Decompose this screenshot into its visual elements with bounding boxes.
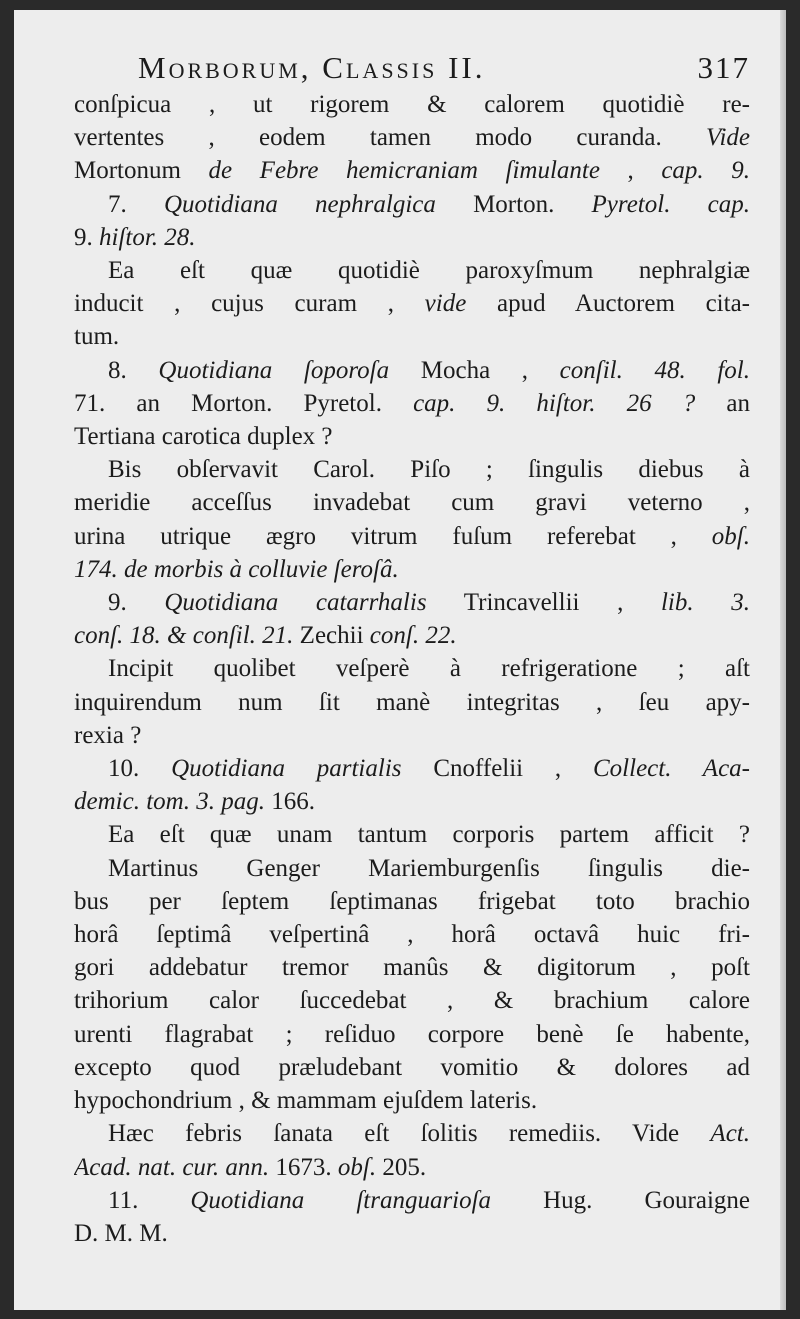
italic-text: Pyretol. cap. (591, 190, 750, 218)
roman-text: tum. (74, 323, 120, 351)
italic-text: Quotidiana ſtranguarioſa (190, 1186, 492, 1214)
text-line (74, 453, 750, 486)
roman-text: Zechii (293, 622, 370, 650)
text-line (74, 785, 750, 818)
roman-text: 71. an Morton. Pyretol. (74, 389, 414, 417)
roman-text: hypochondrium , & mammam ejuſdem lateris. (74, 1087, 538, 1115)
italic-text: obſ. (337, 1153, 377, 1181)
roman-text: vertentes , eodem tamen modo curanda. (74, 124, 707, 152)
roman-text: Cnoffelii , (401, 755, 593, 783)
roman-text: 9. (108, 589, 165, 617)
italic-text: 174. de morbis à colluvie ſeroſâ. (74, 555, 399, 583)
italic-text: Collect. Aca- (593, 755, 750, 783)
text-line (74, 520, 750, 553)
roman-text: bus per ſeptem ſeptimanas frigebat toto brachio (74, 887, 750, 915)
italic-text: hiſtor. 28. (99, 223, 196, 251)
italic-text: conſil. 48. fol. (559, 356, 750, 384)
text-line (74, 818, 750, 851)
book-page (14, 10, 786, 1310)
text-line (74, 1184, 750, 1217)
roman-text: 9. (74, 223, 99, 251)
text-line (74, 154, 750, 187)
text-line (74, 121, 750, 154)
body-text (74, 88, 750, 1250)
italic-text: Quotidiana ſoporoſa (158, 356, 390, 384)
text-line (74, 719, 750, 752)
roman-text: Hug. Gouraigne (491, 1186, 750, 1214)
text-line (74, 287, 750, 320)
roman-text: Mocha , (389, 356, 560, 384)
roman-text: Morton. (435, 190, 592, 218)
roman-text: Ea eſt quæ quotidiè paroxyſmum nephralgiæ (108, 257, 750, 285)
italic-text: demic. tom. 3. pag. (74, 788, 265, 816)
italic-text: obſ. (711, 522, 750, 550)
text-line (74, 619, 750, 652)
text-line (74, 221, 750, 254)
roman-text: urina utrique ægro vitrum fuſum referebat , (74, 522, 712, 550)
roman-text: 8. (108, 356, 159, 384)
roman-text: gori addebatur tremor manûs & digitorum , poſt (74, 954, 750, 982)
text-line (74, 586, 750, 619)
italic-text: conſ. 22. (369, 622, 457, 650)
italic-text: Quotidiana catarrhalis (164, 589, 427, 617)
text-line (74, 852, 750, 885)
roman-text: inquirendum num ſit manè integritas , ſeu apy- (74, 688, 750, 716)
roman-text: Trincavellii , (426, 589, 661, 617)
text-line (74, 1018, 750, 1051)
roman-text: Bis obſervavit Carol. Piſo ; ſingulis diebus à (108, 456, 750, 484)
italic-text: Acad. nat. cur. ann. (74, 1153, 270, 1181)
running-header (74, 48, 750, 88)
italic-text: cap. 9. hiſtor. 26 ? (413, 389, 696, 417)
roman-text: Mortonum (74, 157, 209, 185)
text-line (74, 652, 750, 685)
roman-text: Ea eſt quæ unam tantum corporis partem afficit ? (108, 821, 750, 849)
text-line (74, 752, 750, 785)
roman-text: 7. (108, 190, 164, 218)
text-line (74, 420, 750, 453)
roman-text: Incipit quolibet veſperè à refrigeratione ; aſt (108, 655, 750, 683)
page-number: 317 (697, 50, 750, 85)
text-line (74, 1084, 750, 1117)
italic-text: Quotidiana nephralgica (163, 190, 436, 218)
roman-text: D. M. M. (74, 1219, 168, 1247)
roman-text: , (599, 157, 662, 185)
roman-text: 10. (108, 755, 172, 783)
roman-text: 205. (376, 1153, 427, 1181)
italic-text: Vide (706, 124, 750, 152)
text-line (74, 1151, 750, 1184)
text-line (74, 188, 750, 221)
italic-text: lib. 3. (660, 589, 750, 617)
italic-text: de Febre hemicraniam ſimulante (208, 157, 600, 185)
roman-text: Martinus Genger Mariemburgenſis ſingulis die- (108, 854, 750, 882)
roman-text: excepto quod præludebant vomitio & dolores ad (74, 1053, 750, 1081)
text-line (74, 984, 750, 1017)
text-line (74, 354, 750, 387)
roman-text: urenti flagrabat ; reſiduo corpore benè ſe habente, (74, 1020, 750, 1048)
text-line (74, 1217, 750, 1250)
italic-text: Act. (710, 1120, 750, 1148)
text-line (74, 686, 750, 719)
text-line (74, 387, 750, 420)
text-line (74, 951, 750, 984)
roman-text: an (695, 389, 750, 417)
roman-text: horâ ſeptimâ veſpertinâ , horâ octavâ huic fri- (74, 921, 750, 949)
roman-text: trihorium calor ſuccedebat , & brachium calore (74, 987, 750, 1015)
text-line (74, 254, 750, 287)
running-title: Morborum, Classis II. (138, 50, 486, 85)
roman-text: meridie acceſſus invadebat cum gravi veterno , (74, 489, 750, 517)
text-line (74, 1117, 750, 1150)
roman-text: inducit , cujus curam , (74, 290, 425, 318)
roman-text: rexia ? (74, 721, 142, 749)
text-line (74, 885, 750, 918)
italic-text: cap. 9. (661, 157, 750, 185)
roman-text: 1673. (269, 1153, 338, 1181)
italic-text: Quotidiana partialis (171, 755, 402, 783)
roman-text: 11. (108, 1186, 191, 1214)
italic-text: conſ. 18. & conſil. 21. (74, 622, 294, 650)
roman-text: conſpicua , ut rigorem & calorem quotidiè re- (74, 91, 750, 118)
roman-text: apud Auctorem cita- (466, 290, 750, 318)
text-line (74, 88, 750, 121)
text-line (74, 918, 750, 951)
roman-text: Hæc febris ſanata eſt ſolitis remediis. Vide (108, 1120, 711, 1148)
roman-text: 166. (264, 788, 315, 816)
roman-text: Tertiana carotica duplex ? (74, 423, 333, 451)
text-line (74, 486, 750, 519)
italic-text: vide (424, 290, 467, 318)
text-line (74, 320, 750, 353)
page-edge (780, 10, 786, 1310)
text-line (74, 553, 750, 586)
text-line (74, 1051, 750, 1084)
